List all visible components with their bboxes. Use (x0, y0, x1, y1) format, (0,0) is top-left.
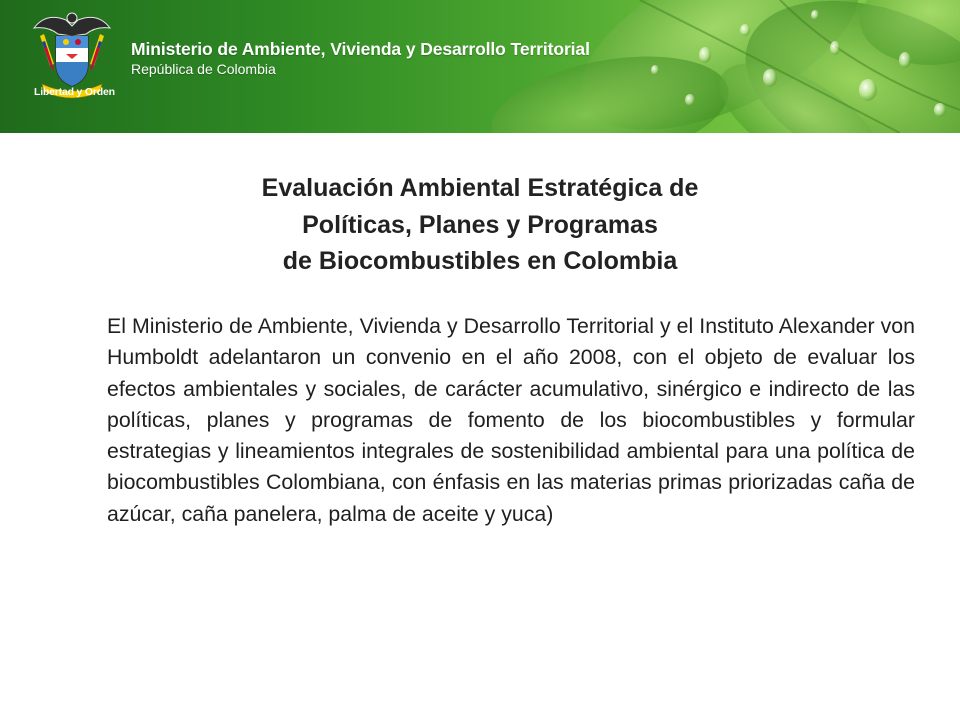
motto-text: Libertad y Orden (34, 86, 115, 98)
header-banner (0, 0, 960, 133)
document-title (80, 170, 880, 280)
title-line: de Biocombustibles en Colombia (282, 247, 678, 275)
ministry-name: Ministerio de Ambiente, Vivienda y Desarrollo Territorial (131, 39, 590, 59)
title-line: Políticas, Planes y Programas (302, 210, 658, 239)
title-line: Evaluación Ambiental Estratégica de (261, 174, 699, 202)
body-paragraph: El Ministerio de Ambiente, Vivienda y Desarrollo Territorial y el Instituto Alexander von Humboldt adelantaron un convenio en el año 2008, con el objeto de evaluar los efectos ambientales y sociales, de carácter acumulativo, sinérgico e indirecto de las políticas, planes y programas de fomento de los biocombustibles y formular estrategias y lineamientos integrales de sostenibilidad ambiental para una política de biocombustibles Colombiana, con énfasis en las materias primas priorizadas caña de azúcar, caña panelera, palma de aceite y yuca) (107, 314, 915, 526)
country-name: República de Colombia (131, 61, 276, 77)
coat-of-arms-icon (26, 6, 118, 118)
